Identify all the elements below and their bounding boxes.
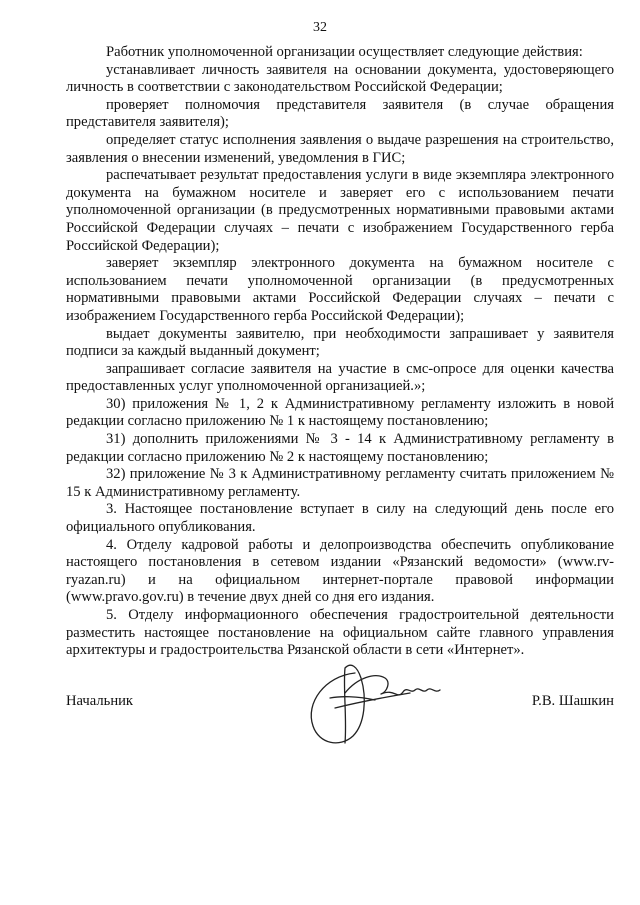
paragraph: запрашивает согласие заявителя на участие в смс-опросе для оценки качества предоставленных услуг уполномоченной организацией.»;: [66, 360, 614, 395]
page-number: 32: [313, 20, 327, 35]
paragraph: 3. Настоящее постановление вступает в силу на следующий день после его официального опубликования.: [66, 501, 614, 536]
paragraph: 32) приложение № 3 к Административному регламенту считать приложением № 15 к Административному регламенту.: [66, 466, 614, 500]
paragraph: 4. Отделу кадровой работы и делопроизводства обеспечить опубликование настоящего постановления в сетевом издании «Рязанский ведомости» (www.rv-ryazan.ru) и на официальном интернет-портале правовой информации (www.pravo.gov.ru) в течение двух дней со дня его издания.: [66, 536, 614, 606]
paragraph: распечатывает результат предоставления услуги в виде экземпляра электронного документа на бумажном носителе и заверяет его с использованием печати уполномоченной организации (в предусмотренных нормативными правовыми актами Российской Федерации случаях – печати с изображением Государственного герба Российской Федерации);: [66, 167, 614, 254]
paragraph: Работник уполномоченной организации осуществляет следующие действия:: [106, 44, 583, 60]
handwritten-signature: [285, 648, 525, 753]
signer-name: Р.В. Шашкин: [531, 693, 614, 709]
paragraph: заверяет экземпляр электронного документа на бумажном носителе с использованием печати уполномоченной организации (в предусмотренных нормативными правовыми актами Российской Федерации случаях – печати с изображением Государственного герба Российской Федерации);: [66, 255, 614, 324]
paragraph: определяет статус исполнения заявления о выдаче разрешения на строительство, заявления о внесении изменений, уведомления в ГИС;: [66, 131, 614, 166]
paragraph: 31) дополнить приложениями № 3 - 14 к Административному регламенту в редакции согласно приложению № 2 к настоящему постановлению;: [66, 431, 614, 465]
paragraph: 30) приложения № 1, 2 к Административному регламенту изложить в новой редакции согласно приложению № 1 к настоящему постановлению;: [66, 395, 614, 430]
paragraph: 5. Отделу информационного обеспечения градостроительной деятельности разместить настоящее постановление на официальном сайте главного управления архитектуры и градостроительства Рязанской области в сети «Интернет».: [66, 607, 614, 659]
document-body: [66, 44, 614, 660]
paragraph: устанавливает личность заявителя на основании документа, удостоверяющего личность в соответствии с законодательством Российской Федерации;: [66, 61, 614, 96]
paragraph: выдает документы заявителю, при необходимости запрашивает у заявителя подписи за каждый выданный документ;: [66, 325, 614, 360]
paragraph: проверяет полномочия представителя заявителя (в случае обращения представителя заявителя);: [66, 96, 614, 131]
signer-position: Начальник: [66, 693, 134, 709]
